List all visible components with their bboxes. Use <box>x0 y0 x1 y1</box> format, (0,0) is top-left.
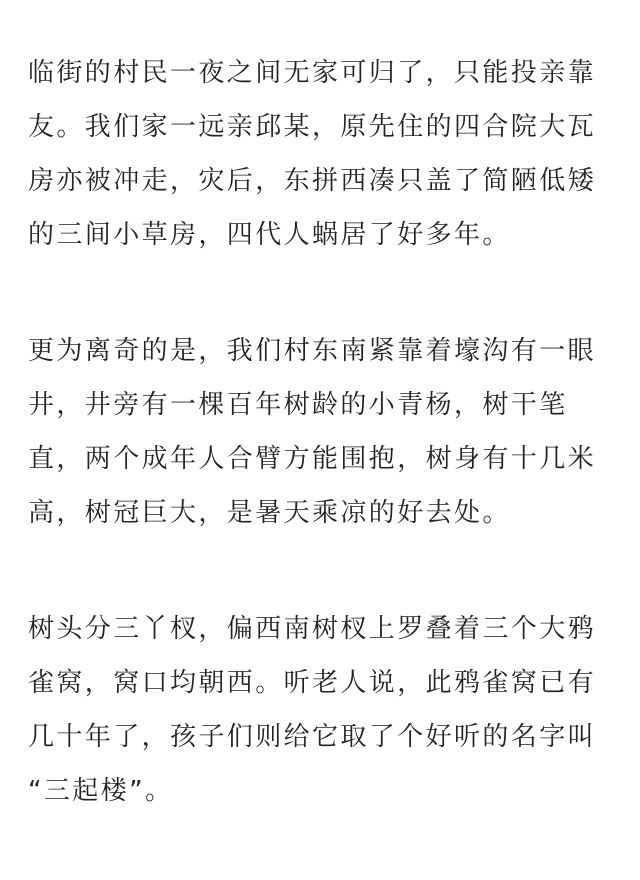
paragraph-1 <box>28 46 616 262</box>
text-line: 高，树冠巨大，是暑天乘凉的好去处。 <box>28 498 511 528</box>
article-body <box>28 46 616 880</box>
text-line: 更为离奇的是，我们村东南紧靠着壕沟有一眼 <box>28 336 597 366</box>
text-line: 雀窝，窝口均朝西。听老人说，此鸦雀窝已有 <box>28 668 597 698</box>
text-line: 友。我们家一远亲邱某，原先住的四合院大瓦 <box>28 112 597 142</box>
paragraph-2 <box>28 324 616 540</box>
text-line: “三起楼”。 <box>28 776 174 806</box>
text-line: 临街的村民一夜之间无家可归了，只能投亲靠 <box>28 58 597 88</box>
text-line: 直，两个成年人合臂方能围抱，树身有十几米 <box>28 444 597 474</box>
text-line: 几十年了，孩子们则给它取了个好听的名字叫 <box>28 722 597 752</box>
text-line: 井，井旁有一棵百年树龄的小青杨，树干笔 <box>28 390 568 420</box>
text-line: 房亦被冲走，灾后，东拼西凑只盖了简陋低矮 <box>28 166 597 196</box>
text-line: 树头分三丫杈，偏西南树杈上罗叠着三个大鸦 <box>28 614 597 644</box>
paragraph-3 <box>28 602 616 818</box>
text-line: 的三间小草房，四代人蜗居了好多年。 <box>28 220 511 250</box>
